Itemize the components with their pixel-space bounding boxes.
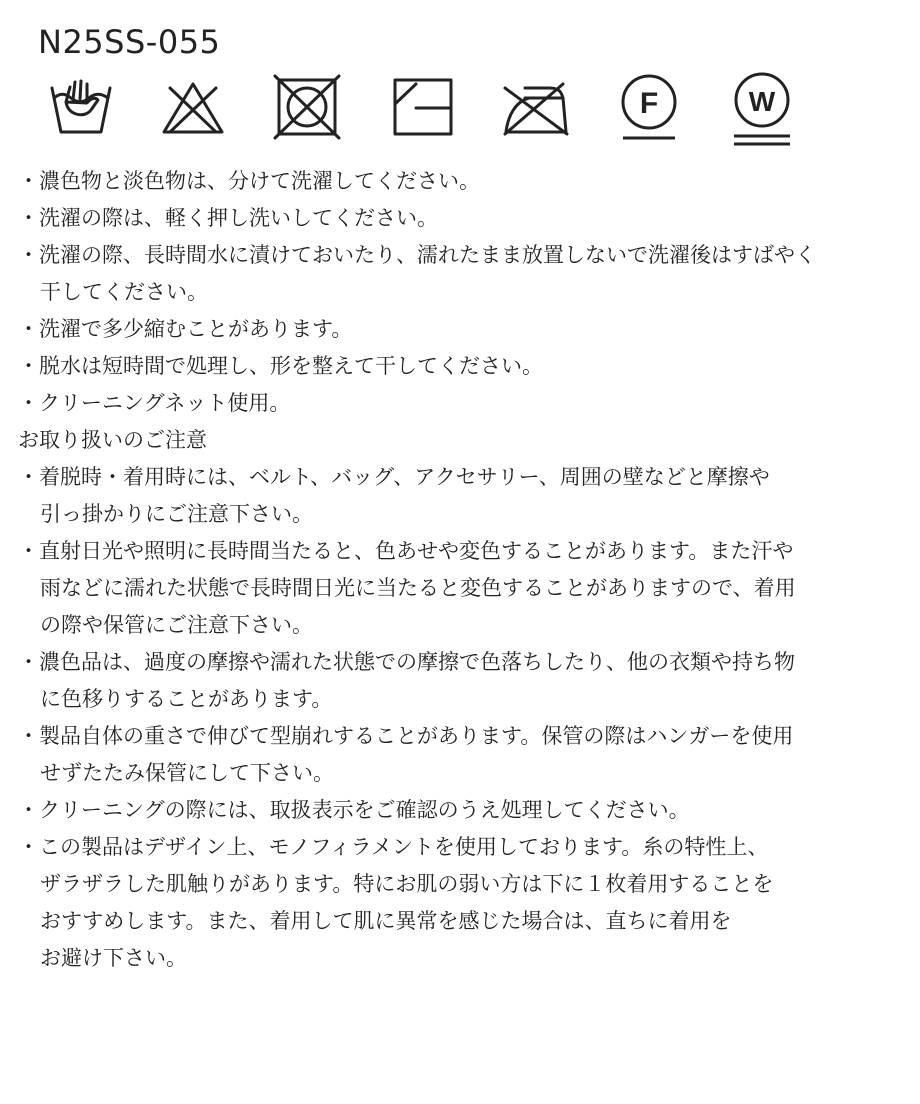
note-line: の際や保管にご注意下さい。 [40,613,313,637]
care-symbols [46,72,806,150]
note-line: せずたたみ保管にして下さい。 [40,761,334,785]
note-line: ・クリーニングネット使用。 [18,391,291,415]
note-line: ・濃色品は、過度の摩擦や濡れた状態での摩擦で色落ちしたり、他の衣類や持ち物 [18,650,795,674]
section-heading: お取り扱いのご注意 [18,428,207,452]
professional-wet-clean-w-icon [727,72,797,150]
no-tumble-dry-icon [272,72,342,150]
professional-dry-clean-f-icon [614,72,684,150]
line-dry-shade-icon [388,72,458,150]
w-letter: W [748,86,776,117]
note-line: おすすめします。また、着用して肌に異常を感じた場合は、直ちに着用を [40,909,732,933]
note-line: ・脱水は短時間で処理し、形を整えて干してください。 [18,354,543,378]
note-line: ・クリーニングの際には、取扱表示をご確認のうえ処理してください。 [18,798,690,822]
note-line: 雨などに濡れた状態で長時間日光に当たると変色することがありますので、着用 [40,576,796,600]
note-line: 干してください。 [40,280,208,304]
no-bleach-icon [158,72,228,150]
note-line: ・濃色物と淡色物は、分けて洗濯してください。 [18,169,480,193]
note-line: ザラザラした肌触りがあります。特にお肌の弱い方は下に１枚着用することを [40,872,774,896]
product-code: N25SS-055 [38,23,221,61]
note-line: ・この製品はデザイン上、モノフィラメントを使用しております。糸の特性上、 [18,835,769,859]
note-line: ・洗濯の際、長時間水に漬けておいたり、濡れたまま放置しないで洗濯後はすばやく [18,243,816,267]
note-line: ・直射日光や照明に長時間当たると、色あせや変色することがあります。また汗や [18,539,794,563]
no-iron-icon [501,72,571,150]
note-line: ・製品自体の重さで伸びて型崩れすることがあります。保管の際はハンガーを使用 [18,724,794,748]
note-line: ・着脱時・着用時には、ベルト、バッグ、アクセサリー、周囲の壁などと摩擦や [18,465,770,489]
hand-wash-icon [46,72,116,150]
note-line: ・洗濯の際は、軽く押し洗いしてください。 [18,206,438,230]
care-notes [18,163,898,977]
f-letter: F [639,87,659,120]
note-line: に色移りすることがあります。 [40,687,333,711]
note-line: お避け下さい。 [40,946,187,970]
note-line: ・洗濯で多少縮むことがあります。 [18,317,353,341]
note-line: 引っ掛かりにご注意下さい。 [40,502,313,526]
